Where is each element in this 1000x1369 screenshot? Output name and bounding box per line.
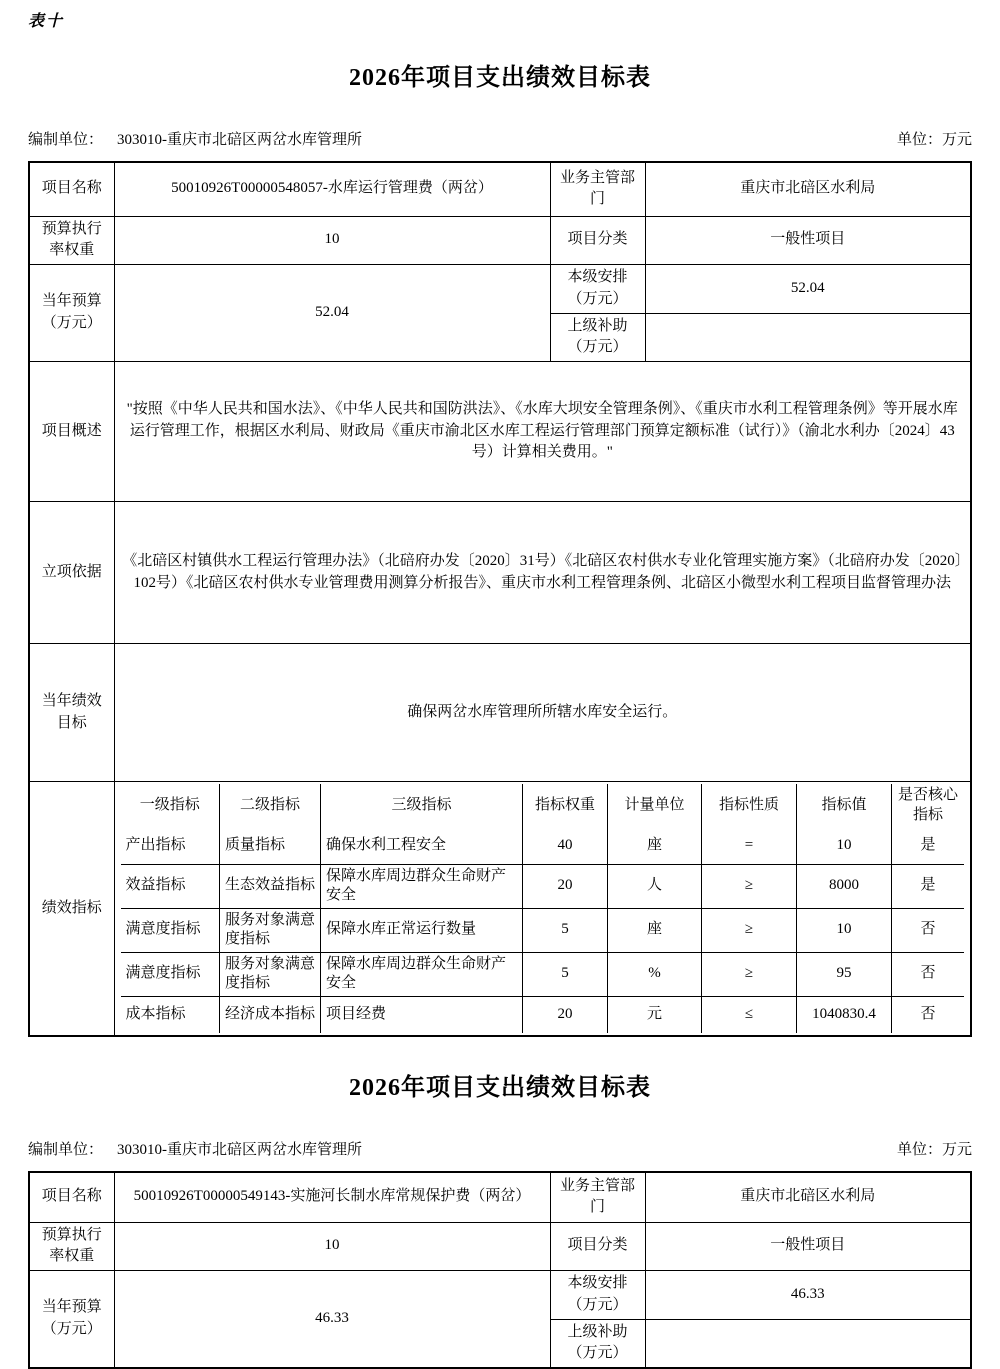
section-project-1 — [28, 57, 972, 1037]
indicator-cell: 否 — [920, 1006, 936, 1022]
category-label: 项目分类 — [550, 1222, 645, 1271]
table-row — [29, 782, 971, 1037]
indicator-cell: 生态效益指标 — [220, 864, 321, 908]
indicator-header-cell: 指标权重 — [523, 784, 608, 827]
section-project-2 — [28, 1067, 972, 1369]
project-name-label: 项目名称 — [29, 162, 114, 216]
indicator-cell: 服务对象满意度指标 — [220, 908, 321, 952]
table-row — [29, 216, 971, 265]
indicator-cell: 是 — [892, 864, 965, 908]
dept-label: 业务主管部门 — [550, 162, 645, 216]
indicator-cell: 确保水利工程安全 — [321, 827, 523, 864]
indicator-header-cell: 指标值 — [797, 784, 892, 827]
indicator-cell: 成本指标 — [121, 996, 220, 1033]
meta-row — [28, 1138, 972, 1159]
indicator-row — [121, 996, 965, 1033]
indicator-cell: = — [702, 827, 797, 864]
project-name-value: 50010926T00000549143-实施河长制水库常规保护费（两岔） — [114, 1172, 550, 1222]
subsidy-label: 上级补助（万元） — [550, 1319, 645, 1368]
indicator-header-cell: 一级指标 — [121, 784, 220, 827]
indicator-cell: 元 — [608, 996, 702, 1033]
document-title: 2026年项目支出绩效目标表 — [349, 1075, 651, 1101]
overview-label: 项目概述 — [29, 362, 114, 502]
annual-budget-label: 当年预算（万元） — [29, 1271, 114, 1369]
indicator-cell: 质量指标 — [220, 827, 321, 864]
meta-row — [28, 128, 972, 149]
exec-rate-value: 10 — [114, 1222, 550, 1271]
table-row — [29, 644, 971, 782]
document-title: 2026年项目支出绩效目标表 — [349, 65, 651, 91]
prepared-by-value: 303010-重庆市北碚区两岔水库管理所 — [117, 132, 363, 148]
indicator-cell: 5 — [523, 908, 608, 952]
exec-rate-value: 10 — [114, 216, 550, 265]
indicators-table — [121, 784, 965, 1033]
exec-rate-label: 预算执行率权重 — [29, 1222, 114, 1271]
dept-value: 重庆市北碚区水利局 — [645, 162, 971, 216]
indicator-cell: 20 — [523, 996, 608, 1033]
indicator-cell: 保障水库周边群众生命财产安全 — [321, 864, 523, 908]
indicator-row — [121, 827, 965, 864]
indicator-header-row — [121, 784, 965, 827]
local-arrangement-label: 本级安排（万元） — [550, 265, 645, 314]
table-row — [29, 1271, 971, 1320]
indicator-cell: 10 — [797, 908, 892, 952]
category-label: 项目分类 — [550, 216, 645, 265]
performance-target-table — [28, 161, 972, 1037]
project-name-value: 50010926T00000548057-水库运行管理费（两岔） — [114, 162, 550, 216]
indicator-header-cell: 三级指标 — [321, 784, 523, 827]
indicator-cell: 经济成本指标 — [220, 996, 321, 1033]
indicator-cell: 产出指标 — [121, 827, 220, 864]
indicator-cell: 1040830.4 — [797, 996, 892, 1033]
indicators-label: 绩效指标 — [29, 782, 114, 1037]
indicator-cell: 8000 — [797, 864, 892, 908]
annual-budget-value: 46.33 — [114, 1271, 550, 1369]
indicator-header-cell: 二级指标 — [220, 784, 321, 827]
indicator-cell: 10 — [797, 827, 892, 864]
prepared-by-value: 303010-重庆市北碚区两岔水库管理所 — [117, 1142, 363, 1158]
dept-value: 重庆市北碚区水利局 — [645, 1172, 971, 1222]
indicator-cell: 否 — [892, 952, 965, 996]
indicator-cell: 否 — [892, 908, 965, 952]
indicator-cell: 项目经费 — [321, 996, 523, 1033]
indicator-cell: 20 — [523, 864, 608, 908]
annual-budget-label: 当年预算（万元） — [29, 265, 114, 362]
indicator-cell: ≤ — [702, 996, 797, 1033]
basis-label: 立项依据 — [29, 502, 114, 644]
unit-note: 单位：万元 — [896, 132, 972, 148]
indicator-cell: 40 — [523, 827, 608, 864]
local-arrangement-label: 本级安排（万元） — [550, 1271, 645, 1320]
category-value: 一般性项目 — [645, 1222, 971, 1271]
indicator-cell: 保障水库周边群众生命财产安全 — [321, 952, 523, 996]
category-value: 一般性项目 — [645, 216, 971, 265]
indicator-row — [121, 864, 965, 908]
indicator-cell: 95 — [797, 952, 892, 996]
goal-label: 当年绩效目标 — [29, 644, 114, 782]
indicator-header-cell: 指标性质 — [702, 784, 797, 827]
local-arrangement-value: 52.04 — [645, 265, 971, 314]
indicators-subtable-cell — [114, 782, 971, 1037]
indicator-cell: 座 — [608, 827, 702, 864]
indicator-cell: 5 — [523, 952, 608, 996]
indicator-header-cell: 计量单位 — [608, 784, 702, 827]
unit-note: 单位：万元 — [896, 1142, 972, 1158]
table-row — [29, 265, 971, 314]
subsidy-value — [645, 313, 971, 362]
table-row — [29, 162, 971, 216]
indicator-row — [121, 908, 965, 952]
project-name-label: 项目名称 — [29, 1172, 114, 1222]
indicator-row — [121, 952, 965, 996]
indicator-cell: 是 — [892, 827, 965, 864]
indicator-rows — [121, 827, 965, 1033]
table-index-label: 表十 — [28, 13, 65, 30]
dept-label: 业务主管部门 — [550, 1172, 645, 1222]
annual-budget-value: 52.04 — [114, 265, 550, 362]
exec-rate-label: 预算执行率权重 — [29, 216, 114, 265]
local-arrangement-value: 46.33 — [645, 1271, 971, 1320]
performance-target-table — [28, 1171, 972, 1369]
indicator-cell: 保障水库正常运行数量 — [321, 908, 523, 952]
table-row — [29, 1222, 971, 1271]
indicator-cell: 座 — [608, 908, 702, 952]
table-row — [29, 362, 971, 502]
prepared-by — [28, 1138, 362, 1159]
indicator-cell: 服务对象满意度指标 — [220, 952, 321, 996]
indicator-cell: 满意度指标 — [121, 952, 220, 996]
subsidy-value — [645, 1319, 971, 1368]
indicator-cell: 满意度指标 — [121, 908, 220, 952]
prepared-by-label: 编制单位： — [28, 1142, 104, 1158]
overview-text: "按照《中华人民共和国水法》、《中华人民共和国防洪法》、《水库大坝安全管理条例》、《重庆市水利工程管理条例》等开展水库运行管理工作，根据区水利局、财政局《重庆市渝北区水库工程运行管理部门预算定额标准（试行）》（渝北水利办〔2024〕43号）计算相关费用。" — [114, 362, 971, 502]
table-row — [29, 1172, 971, 1222]
basis-text: 《北碚区村镇供水工程运行管理办法》（北碚府办发〔2020〕31号）《北碚区农村供水专业化管理实施方案》（北碚府办发〔2020〕102号）《北碚区农村供水专业管理费用测算分析报告》、重庆市水利工程管理条例、北碚区小微型水利工程项目监督管理办法 — [114, 502, 971, 644]
indicator-header-cell: 是否核心指标 — [897, 787, 958, 823]
prepared-by — [28, 128, 362, 149]
indicator-cell: 效益指标 — [121, 864, 220, 908]
subsidy-label: 上级补助（万元） — [550, 313, 645, 362]
indicator-cell: ≥ — [702, 908, 797, 952]
goal-text: 确保两岔水库管理所所辖水库安全运行。 — [114, 644, 971, 782]
prepared-by-label: 编制单位： — [28, 132, 104, 148]
indicator-cell: 人 — [608, 864, 702, 908]
indicator-cell: ≥ — [702, 952, 797, 996]
indicator-cell: % — [608, 952, 702, 996]
table-row — [29, 502, 971, 644]
indicator-cell: ≥ — [702, 864, 797, 908]
